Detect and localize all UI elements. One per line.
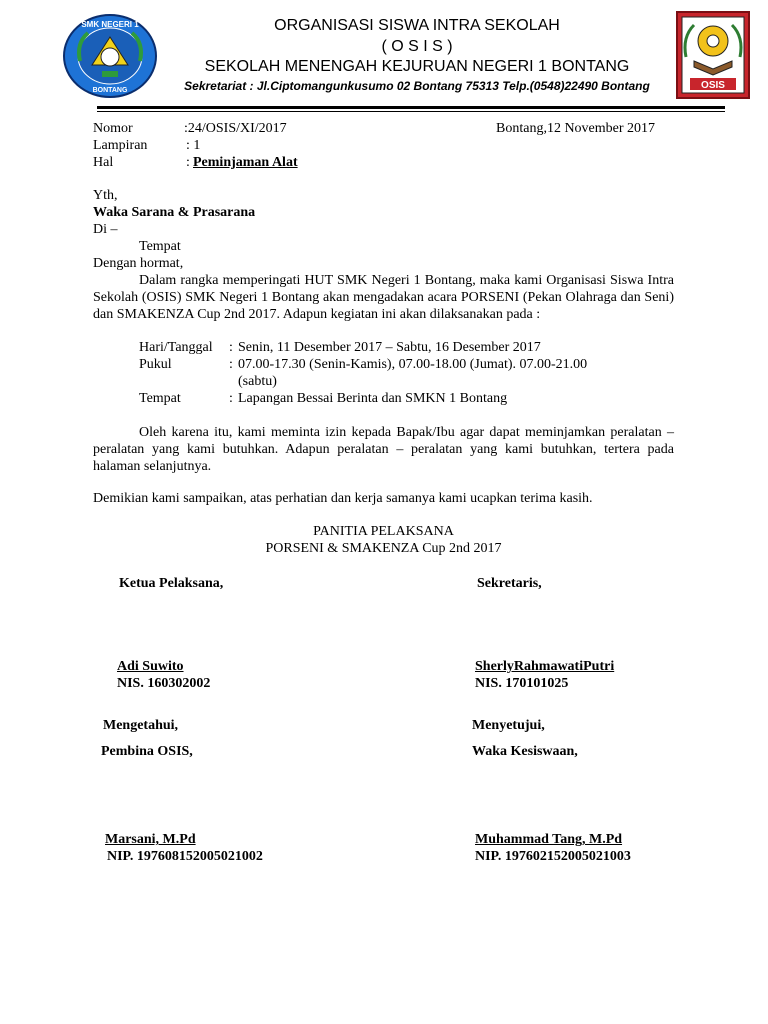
recipient-line: Waka Sarana & Prasarana [93,205,256,220]
menyetujui-label: Menyetujui, [472,718,545,733]
detail-label-hari: Hari/Tanggal [139,340,213,355]
org-abbreviation: ( O S I S ) [381,38,453,55]
nomor-label: Nomor [93,121,133,136]
letter-date: Bontang,12 November 2017 [496,121,656,136]
ketua-id: NIS. 160302002 [117,676,211,691]
lampiran-label: Lampiran [93,138,148,153]
detail-colon-tempat: : [229,391,233,406]
osis-logo-text: OSIS [701,80,725,91]
waka-role: Waka Kesiswaan, [472,744,578,759]
sekretaris-role: Sekretaris, [477,576,542,591]
di-line: Di – [93,222,118,237]
nomor-value: :24/OSIS/XI/2017 [184,121,287,136]
body-paragraph-1: Dalam rangka memperingati HUT SMK Negeri 1 Bontang, maka kami Organisasi Siswa Intra Sekolah (OSIS) SMK Negeri 1 Bontang akan mengadakan acara PORSENI (Pekan Olahraga dan Seni) dan SMAKENZA Cup 2nd 2017. Adapun kegiatan ini akan dilaksanakan pada : [93,273,674,322]
school-logo-top-text: SMK NEGERI 1 [81,20,139,29]
detail-value-hari: Senin, 11 Desember 2017 – Sabtu, 16 Desember 2017 [238,340,541,355]
waka-name: Muhammad Tang, M.Pd [475,832,623,847]
hal-label: Hal [93,155,114,170]
detail-colon-hari: : [229,340,233,355]
letterhead-divider [97,106,725,109]
hal-colon: : [186,155,190,170]
greeting-line: Dengan hormat, [93,256,184,271]
school-name: SEKOLAH MENENGAH KEJURUAN NEGERI 1 BONTANG [204,58,630,75]
committee-title: PANITIA PELAKSANA [313,524,454,539]
school-logo-bottom-text: BONTANG [92,87,128,94]
closing-paragraph: Demikian kami sampaikan, atas perhatian dan kerja samanya kami ucapkan terima kasih. [93,491,593,506]
org-name: ORGANISASI SISWA INTRA SEKOLAH [274,17,560,34]
yth-line: Yth, [93,188,118,203]
detail-label-pukul: Pukul [139,357,172,372]
body-paragraph-2: Oleh karena itu, kami meminta izin kepada Bapak/Ibu agar dapat meminjamkan peralatan – peralatan yang kami butuhkan. Adapun peralatan – peralatan yang kami butuhkan, tertera pada halaman selanjutnya. [93,425,674,474]
pembina-id: NIP. 197608152005021002 [107,849,263,864]
tempat-line: Tempat [139,239,181,254]
detail-value-tempat: Lapangan Bessai Berinta dan SMKN 1 Bontang [238,391,508,406]
sekretaris-id: NIS. 170101025 [475,676,569,691]
detail-value-pukul-cont: (sabtu) [238,374,277,389]
lampiran-value: : 1 [186,138,201,153]
pembina-name: Marsani, M.Pd [105,832,196,847]
ketua-name: Adi Suwito [117,659,184,674]
pembina-role: Pembina OSIS, [101,744,193,759]
detail-label-tempat: Tempat [139,391,181,406]
ketua-role: Ketua Pelaksana, [119,576,224,591]
mengetahui-label: Mengetahui, [103,718,179,733]
letterhead-divider-thin [97,111,725,112]
secretariat-address: Sekretariat : Jl.Ciptomangunkusumo 02 Bontang 75313 Telp.(0548)22490 Bontang [184,79,650,93]
hal-value: Peminjaman Alat [193,155,298,170]
osis-logo [676,11,750,99]
sekretaris-name: SherlyRahmawatiPutri [475,659,615,674]
detail-colon-pukul: : [229,357,233,372]
committee-event: PORSENI & SMAKENZA Cup 2nd 2017 [265,541,502,556]
waka-id: NIP. 197602152005021003 [475,849,631,864]
school-logo [62,13,158,99]
detail-value-pukul: 07.00-17.30 (Senin-Kamis), 07.00-18.00 (Jumat). 07.00-21.00 [238,357,588,372]
